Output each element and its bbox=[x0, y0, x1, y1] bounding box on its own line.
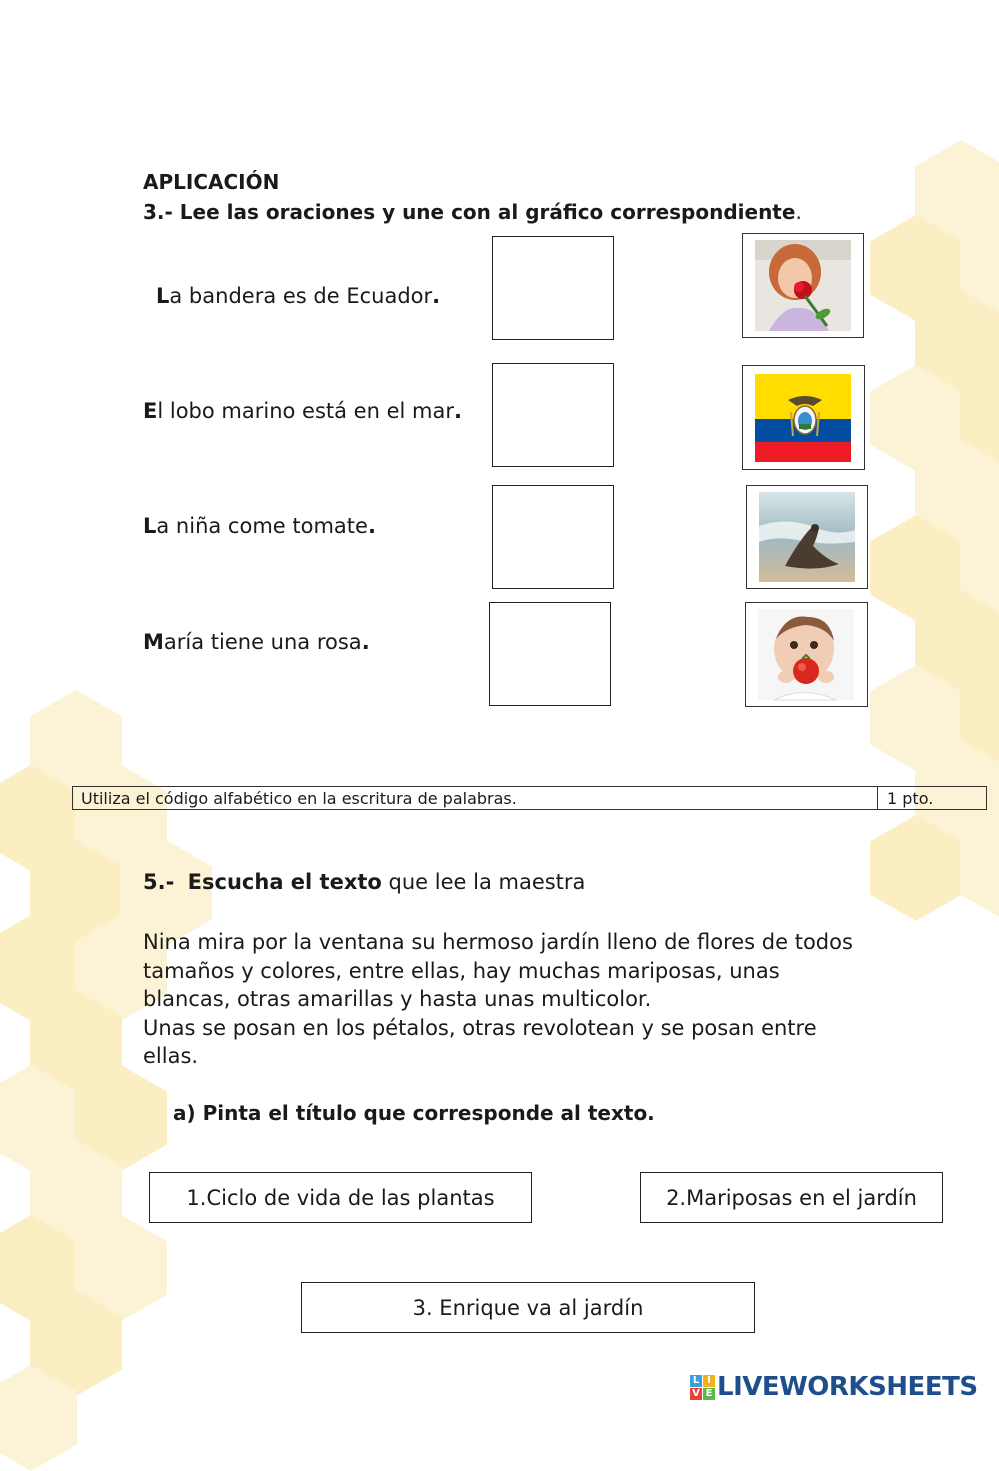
criteria-row bbox=[72, 786, 987, 810]
sentence-end: . bbox=[367, 514, 376, 538]
answer-box-4[interactable] bbox=[489, 602, 611, 706]
passage-line: tamaños y colores, entre ellas, hay muchas mariposas, unas bbox=[143, 958, 780, 983]
instruction-period: . bbox=[795, 200, 802, 224]
criteria-text: Utiliza el código alfabético en la escritura de palabras. bbox=[81, 789, 517, 808]
sentence-tomato bbox=[143, 514, 376, 538]
sentence-initial: E bbox=[143, 399, 158, 423]
passage-line: ellas. bbox=[143, 1044, 199, 1068]
answer-box-2[interactable] bbox=[492, 363, 614, 467]
criteria-divider bbox=[877, 787, 878, 809]
sentence-initial: L bbox=[143, 514, 157, 538]
sentence-initial: L bbox=[156, 284, 170, 308]
girl-with-rose-photo[interactable] bbox=[742, 233, 864, 338]
baby-eating-tomato-photo[interactable] bbox=[745, 602, 868, 707]
option-3[interactable] bbox=[301, 1282, 755, 1333]
logo-mark-letter: V bbox=[690, 1388, 702, 1400]
question-number: 3.- bbox=[143, 200, 173, 224]
sentence-text: l lobo marino está en el mar bbox=[157, 399, 454, 423]
option-label: 2.Mariposas en el jardín bbox=[666, 1185, 917, 1210]
logo-mark-icon bbox=[690, 1375, 715, 1400]
logo-mark-letter: I bbox=[703, 1375, 715, 1387]
sentence-text: a niña come tomate bbox=[156, 514, 368, 538]
question-5-rest: que lee la maestra bbox=[388, 870, 586, 894]
question-5-heading bbox=[143, 870, 585, 894]
sentence-end: . bbox=[361, 630, 370, 654]
sentence-rose bbox=[143, 630, 370, 654]
section-label: APLICACIÓN bbox=[143, 170, 280, 194]
sentence-initial: M bbox=[143, 630, 164, 654]
sentence-text: a bandera es de Ecuador bbox=[169, 284, 433, 308]
logo-mark-letter: L bbox=[690, 1375, 702, 1387]
passage-line: blancas, otras amarillas y hasta unas multicolor. bbox=[143, 987, 652, 1011]
ecuador-flag-image[interactable] bbox=[742, 365, 865, 470]
reading-passage bbox=[143, 928, 933, 1071]
option-label: 3. Enrique va al jardín bbox=[412, 1295, 644, 1320]
logo-text: LIVEWORKSHEETS bbox=[717, 1372, 978, 1402]
answer-box-1[interactable] bbox=[492, 236, 614, 340]
liveworksheets-logo bbox=[690, 1372, 978, 1402]
answer-box-3[interactable] bbox=[492, 485, 614, 589]
logo-mark-letter: E bbox=[703, 1388, 715, 1400]
instruction-text: Lee las oraciones y une con al gráfico correspondiente bbox=[179, 200, 796, 224]
passage-line: Unas se posan en los pétalos, otras revolotean y se posan entre bbox=[143, 1015, 817, 1040]
question-5-number: 5.- bbox=[143, 870, 175, 894]
sentence-end: . bbox=[432, 284, 441, 308]
question-3-instruction bbox=[143, 199, 802, 225]
sea-lion-photo[interactable] bbox=[746, 485, 868, 589]
option-label: 1.Ciclo de vida de las plantas bbox=[186, 1185, 495, 1210]
criteria-points: 1 pto. bbox=[887, 789, 934, 808]
sentence-sea-lion bbox=[143, 399, 462, 423]
subquestion-a: a) Pinta el título que corresponde al texto. bbox=[173, 1101, 655, 1125]
option-2[interactable] bbox=[640, 1172, 943, 1223]
sentence-text: aría tiene una rosa bbox=[163, 630, 362, 654]
question-5-bold: Escucha el texto bbox=[187, 870, 382, 894]
sentence-end: . bbox=[453, 399, 462, 423]
passage-line: Nina mira por la ventana su hermoso jardín lleno de flores de todos bbox=[143, 930, 853, 954]
sentence-flag bbox=[156, 284, 440, 308]
option-1[interactable] bbox=[149, 1172, 532, 1223]
